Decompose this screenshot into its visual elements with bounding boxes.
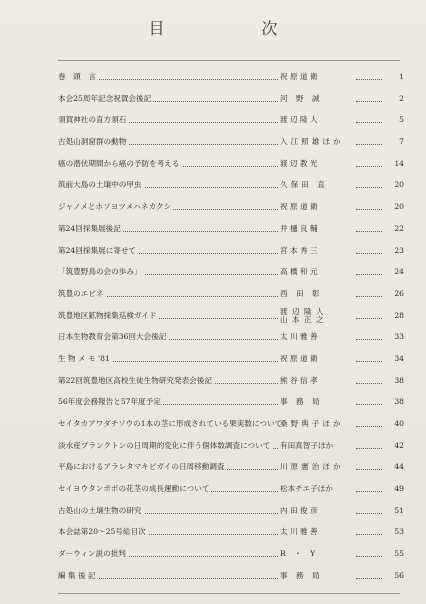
page-title: 目 次 xyxy=(148,19,324,38)
toc-entry-page: 5 xyxy=(399,115,404,125)
author-name: 事 務 局 xyxy=(280,570,323,580)
page-leader xyxy=(356,166,382,167)
author-name: 渡 辺 教 光 xyxy=(280,158,318,168)
toc-entry-author xyxy=(280,456,352,478)
author-name: 久保田 直 xyxy=(280,180,328,190)
toc-entry-title: 生 物 メ モ '81 xyxy=(58,353,110,363)
toc-entry-author xyxy=(280,283,352,305)
page-leader xyxy=(356,274,382,275)
toc-entry[interactable] xyxy=(58,348,404,370)
toc-entry[interactable] xyxy=(58,543,404,565)
toc-entry[interactable] xyxy=(58,109,404,131)
toc-entry[interactable] xyxy=(58,66,404,88)
toc-entry[interactable] xyxy=(58,435,404,457)
toc-entry-title: 第24回採集展に寄せて xyxy=(58,245,137,255)
author-name: 井 樋 良 輔 xyxy=(280,223,318,233)
bottom-rule xyxy=(58,593,400,594)
toc-entry-title: 筑豊のエビネ xyxy=(58,288,104,298)
toc-entry-author xyxy=(280,348,352,370)
toc-entry-title: 筑豊地区鉱物採集巡検ガイド xyxy=(58,310,157,320)
page-leader xyxy=(356,318,382,319)
page-leader xyxy=(356,534,382,535)
page-leader xyxy=(356,578,382,579)
page-leader xyxy=(356,187,382,188)
author-name: 太 川 雅 善 xyxy=(280,527,318,537)
toc-entry-page: 56 xyxy=(394,570,404,580)
toc-entry-author xyxy=(280,131,352,153)
page-leader xyxy=(356,339,382,340)
toc-entry-title: 本会25周年記念祝賀会後記 xyxy=(58,93,152,103)
page-leader xyxy=(356,122,382,123)
toc-entry-title-wrap xyxy=(58,131,128,153)
toc-entry-title-wrap xyxy=(58,305,159,327)
page-leader xyxy=(356,469,382,470)
toc-entry-page: 2 xyxy=(399,93,404,103)
toc-entry-author xyxy=(280,500,352,522)
toc-entry[interactable] xyxy=(58,131,404,153)
toc-entry[interactable] xyxy=(58,478,404,500)
toc-entry[interactable] xyxy=(58,521,404,543)
toc-entry-page: 49 xyxy=(394,484,404,494)
toc-entry-title: 癌の潜伏期間から癌の予防を考える xyxy=(58,158,180,168)
author-name: 川原憲治ほか xyxy=(280,462,344,472)
author-name: 有田真智子ほか xyxy=(280,440,334,450)
author-name: 西 田 彰 xyxy=(280,288,323,298)
toc-entry-title: 第22回筑豊地区高校生徒生物研究発表会後記 xyxy=(58,375,212,385)
author-name: 高 橋 和 元 xyxy=(280,267,318,277)
toc-entry-title-wrap xyxy=(58,153,182,175)
author-name: 渡 辺 隆 人 xyxy=(280,306,325,316)
toc-entry[interactable] xyxy=(58,283,404,305)
author-name: 祝 原 道 衛 xyxy=(280,72,318,81)
toc-entry-title-wrap xyxy=(58,109,128,131)
toc-entry-title-wrap xyxy=(58,261,144,283)
author-name: 太 川 雅 善 xyxy=(280,332,318,342)
toc-entry-author xyxy=(280,240,352,262)
page-leader xyxy=(356,296,382,297)
toc-entry[interactable] xyxy=(58,196,404,218)
toc-entry-page: 53 xyxy=(394,527,404,537)
toc-entry[interactable] xyxy=(58,305,404,327)
toc-entry-title-wrap xyxy=(58,478,211,500)
toc-entry-page: 1 xyxy=(399,72,404,81)
page-leader xyxy=(356,79,382,80)
toc-entry-page: 26 xyxy=(394,288,404,298)
toc-entry-title: 本会誌第20〜25号総目次 xyxy=(58,527,146,537)
toc-entry-page: 33 xyxy=(394,332,404,342)
toc-entry[interactable] xyxy=(58,413,404,435)
toc-entry-title: 平島におけるアラレタマキビガイの日周移動調査 xyxy=(58,462,225,472)
page-leader xyxy=(356,404,382,405)
toc-entry-page: 22 xyxy=(394,223,404,233)
toc-entry-page: 55 xyxy=(394,549,404,559)
toc-entry-title-wrap xyxy=(58,565,98,587)
toc-entry-title: 古処山洞窟群の動物 xyxy=(58,137,127,147)
toc-entry-title: 筑前大島の土壌中の甲虫 xyxy=(58,180,142,190)
toc-entry-title-wrap xyxy=(58,326,168,348)
page-leader xyxy=(356,101,382,102)
toc-entry-title-wrap xyxy=(58,348,112,370)
toc-entry[interactable] xyxy=(58,153,404,175)
toc-entry-author xyxy=(280,435,352,457)
toc-entry-page: 51 xyxy=(394,505,404,515)
toc-entry[interactable] xyxy=(58,456,404,478)
toc-entry-title-wrap xyxy=(58,218,123,240)
page-leader xyxy=(356,253,382,254)
toc-entry-title-wrap xyxy=(58,413,284,435)
author-name: 祝 原 道 衛 xyxy=(280,353,318,363)
page-leader xyxy=(356,448,382,449)
page-leader xyxy=(356,556,382,557)
toc-entry-author xyxy=(280,565,352,587)
toc-entry-page: 42 xyxy=(394,440,404,450)
top-rule xyxy=(58,60,400,61)
toc-entry[interactable] xyxy=(58,565,404,587)
toc-entry-title: 淡水産プランクトンの日周期的変化に伴う個体数調査について xyxy=(58,440,271,450)
table-of-contents xyxy=(58,66,404,587)
toc-entry-author xyxy=(280,174,352,196)
toc-entry-title: 56年度会務報告と57年度予定 xyxy=(58,397,161,407)
toc-entry[interactable] xyxy=(58,88,404,110)
toc-entry-title-wrap xyxy=(58,543,128,565)
toc-entry[interactable] xyxy=(58,261,404,283)
toc-entry-title-wrap xyxy=(58,370,214,392)
author-name: 宮 本 秀 三 xyxy=(280,245,318,255)
page-leader xyxy=(356,144,382,145)
toc-entry-page: 38 xyxy=(394,397,404,407)
page-leader xyxy=(356,361,382,362)
toc-entry-title: セイタカアワダチソウの1本の茎に形成されている果実数について xyxy=(58,419,283,428)
page-leader xyxy=(356,513,382,514)
toc-entry-page: 40 xyxy=(394,419,404,428)
toc-entry-title-wrap xyxy=(58,196,173,218)
toc-entry-title: 須賀神社の直方須石 xyxy=(58,115,127,125)
toc-entry-page: 44 xyxy=(394,462,404,472)
toc-entry-title-wrap xyxy=(58,521,148,543)
toc-entry[interactable] xyxy=(58,370,404,392)
toc-entry-author xyxy=(280,109,352,131)
toc-entry-title-wrap xyxy=(58,283,106,305)
toc-entry-title: 巻 頭 言 xyxy=(58,72,96,81)
toc-entry-author xyxy=(280,326,352,348)
toc-entry-title: セイヨウタンポポの花茎の成長運動について xyxy=(58,484,210,494)
author-name: 桑野典子ほか xyxy=(280,419,344,428)
toc-entry-page: 28 xyxy=(394,310,404,320)
author-name: 内 田 俊 彦 xyxy=(280,505,318,515)
toc-entry-author xyxy=(280,66,352,88)
author-name: 入江照雄ほか xyxy=(280,137,344,147)
page-leader xyxy=(356,426,382,427)
toc-entry-page: 34 xyxy=(394,353,404,363)
page-leader xyxy=(356,231,382,232)
toc-entry-author xyxy=(280,413,352,435)
page-leader xyxy=(356,491,382,492)
toc-entry-title-wrap xyxy=(58,435,272,457)
author-name: 渡 辺 隆 人 xyxy=(280,115,318,125)
page-leader xyxy=(356,209,382,210)
toc-entry-author xyxy=(280,153,352,175)
toc-entry[interactable] xyxy=(58,500,404,522)
toc-entry-page: 24 xyxy=(394,267,404,277)
toc-entry-title: 第24回採集展後記 xyxy=(58,223,121,233)
toc-entry-author xyxy=(280,261,352,283)
toc-entry-page: 23 xyxy=(394,245,404,255)
page-leader xyxy=(356,383,382,384)
toc-entry-author xyxy=(280,196,352,218)
toc-entry-title: 日本生物教育会第36回大会後記 xyxy=(58,332,167,342)
toc-entry-title-wrap xyxy=(58,500,144,522)
toc-entry-title: 「筑豊野鳥の会の歩み」 xyxy=(58,267,142,277)
toc-entry-title: ジャノメとホソヨツメハネカクシ xyxy=(58,202,172,212)
toc-entry-author xyxy=(280,88,352,110)
toc-entry-page: 38 xyxy=(394,375,404,385)
toc-entry[interactable] xyxy=(58,391,404,413)
toc-entry[interactable] xyxy=(58,218,404,240)
author-name: 河 野 誠 xyxy=(280,93,323,103)
toc-entry-title-wrap xyxy=(58,456,227,478)
toc-entry-page: 20 xyxy=(394,180,404,190)
toc-entry[interactable] xyxy=(58,240,404,262)
toc-entry-author xyxy=(280,478,352,500)
toc-entry-title-wrap xyxy=(58,174,144,196)
toc-entry-title-wrap xyxy=(58,240,138,262)
toc-entry-author xyxy=(280,543,352,565)
toc-entry-title-wrap xyxy=(58,391,163,413)
toc-entry-author xyxy=(280,218,352,240)
toc-entry-author xyxy=(280,370,352,392)
author-name: 松本チエ子ほか xyxy=(280,484,333,494)
toc-entry-title: 編 集 後 記 xyxy=(58,570,96,580)
toc-entry[interactable] xyxy=(58,326,404,348)
author-name-2: 山 本 正 之 xyxy=(280,315,325,325)
author-name: 祝 原 道 衛 xyxy=(280,202,318,212)
toc-entry[interactable] xyxy=(58,174,404,196)
toc-entry-author xyxy=(280,521,352,543)
toc-entry-author xyxy=(280,308,352,325)
author-name: R ・ Y xyxy=(280,549,319,559)
author-name: 事 務 局 xyxy=(280,397,323,407)
toc-entry-title-wrap xyxy=(58,66,98,88)
toc-entry-title: ダーウィン説の批判 xyxy=(58,549,126,559)
author-name: 熊 谷 信 孝 xyxy=(280,375,318,385)
toc-entry-author xyxy=(280,391,352,413)
toc-entry-page: 20 xyxy=(394,202,404,212)
toc-entry-page: 7 xyxy=(399,137,404,147)
toc-entry-title: 古処山の土壌生物の研究 xyxy=(58,505,142,515)
toc-entry-page: 14 xyxy=(394,158,404,168)
toc-entry-title-wrap xyxy=(58,88,153,110)
